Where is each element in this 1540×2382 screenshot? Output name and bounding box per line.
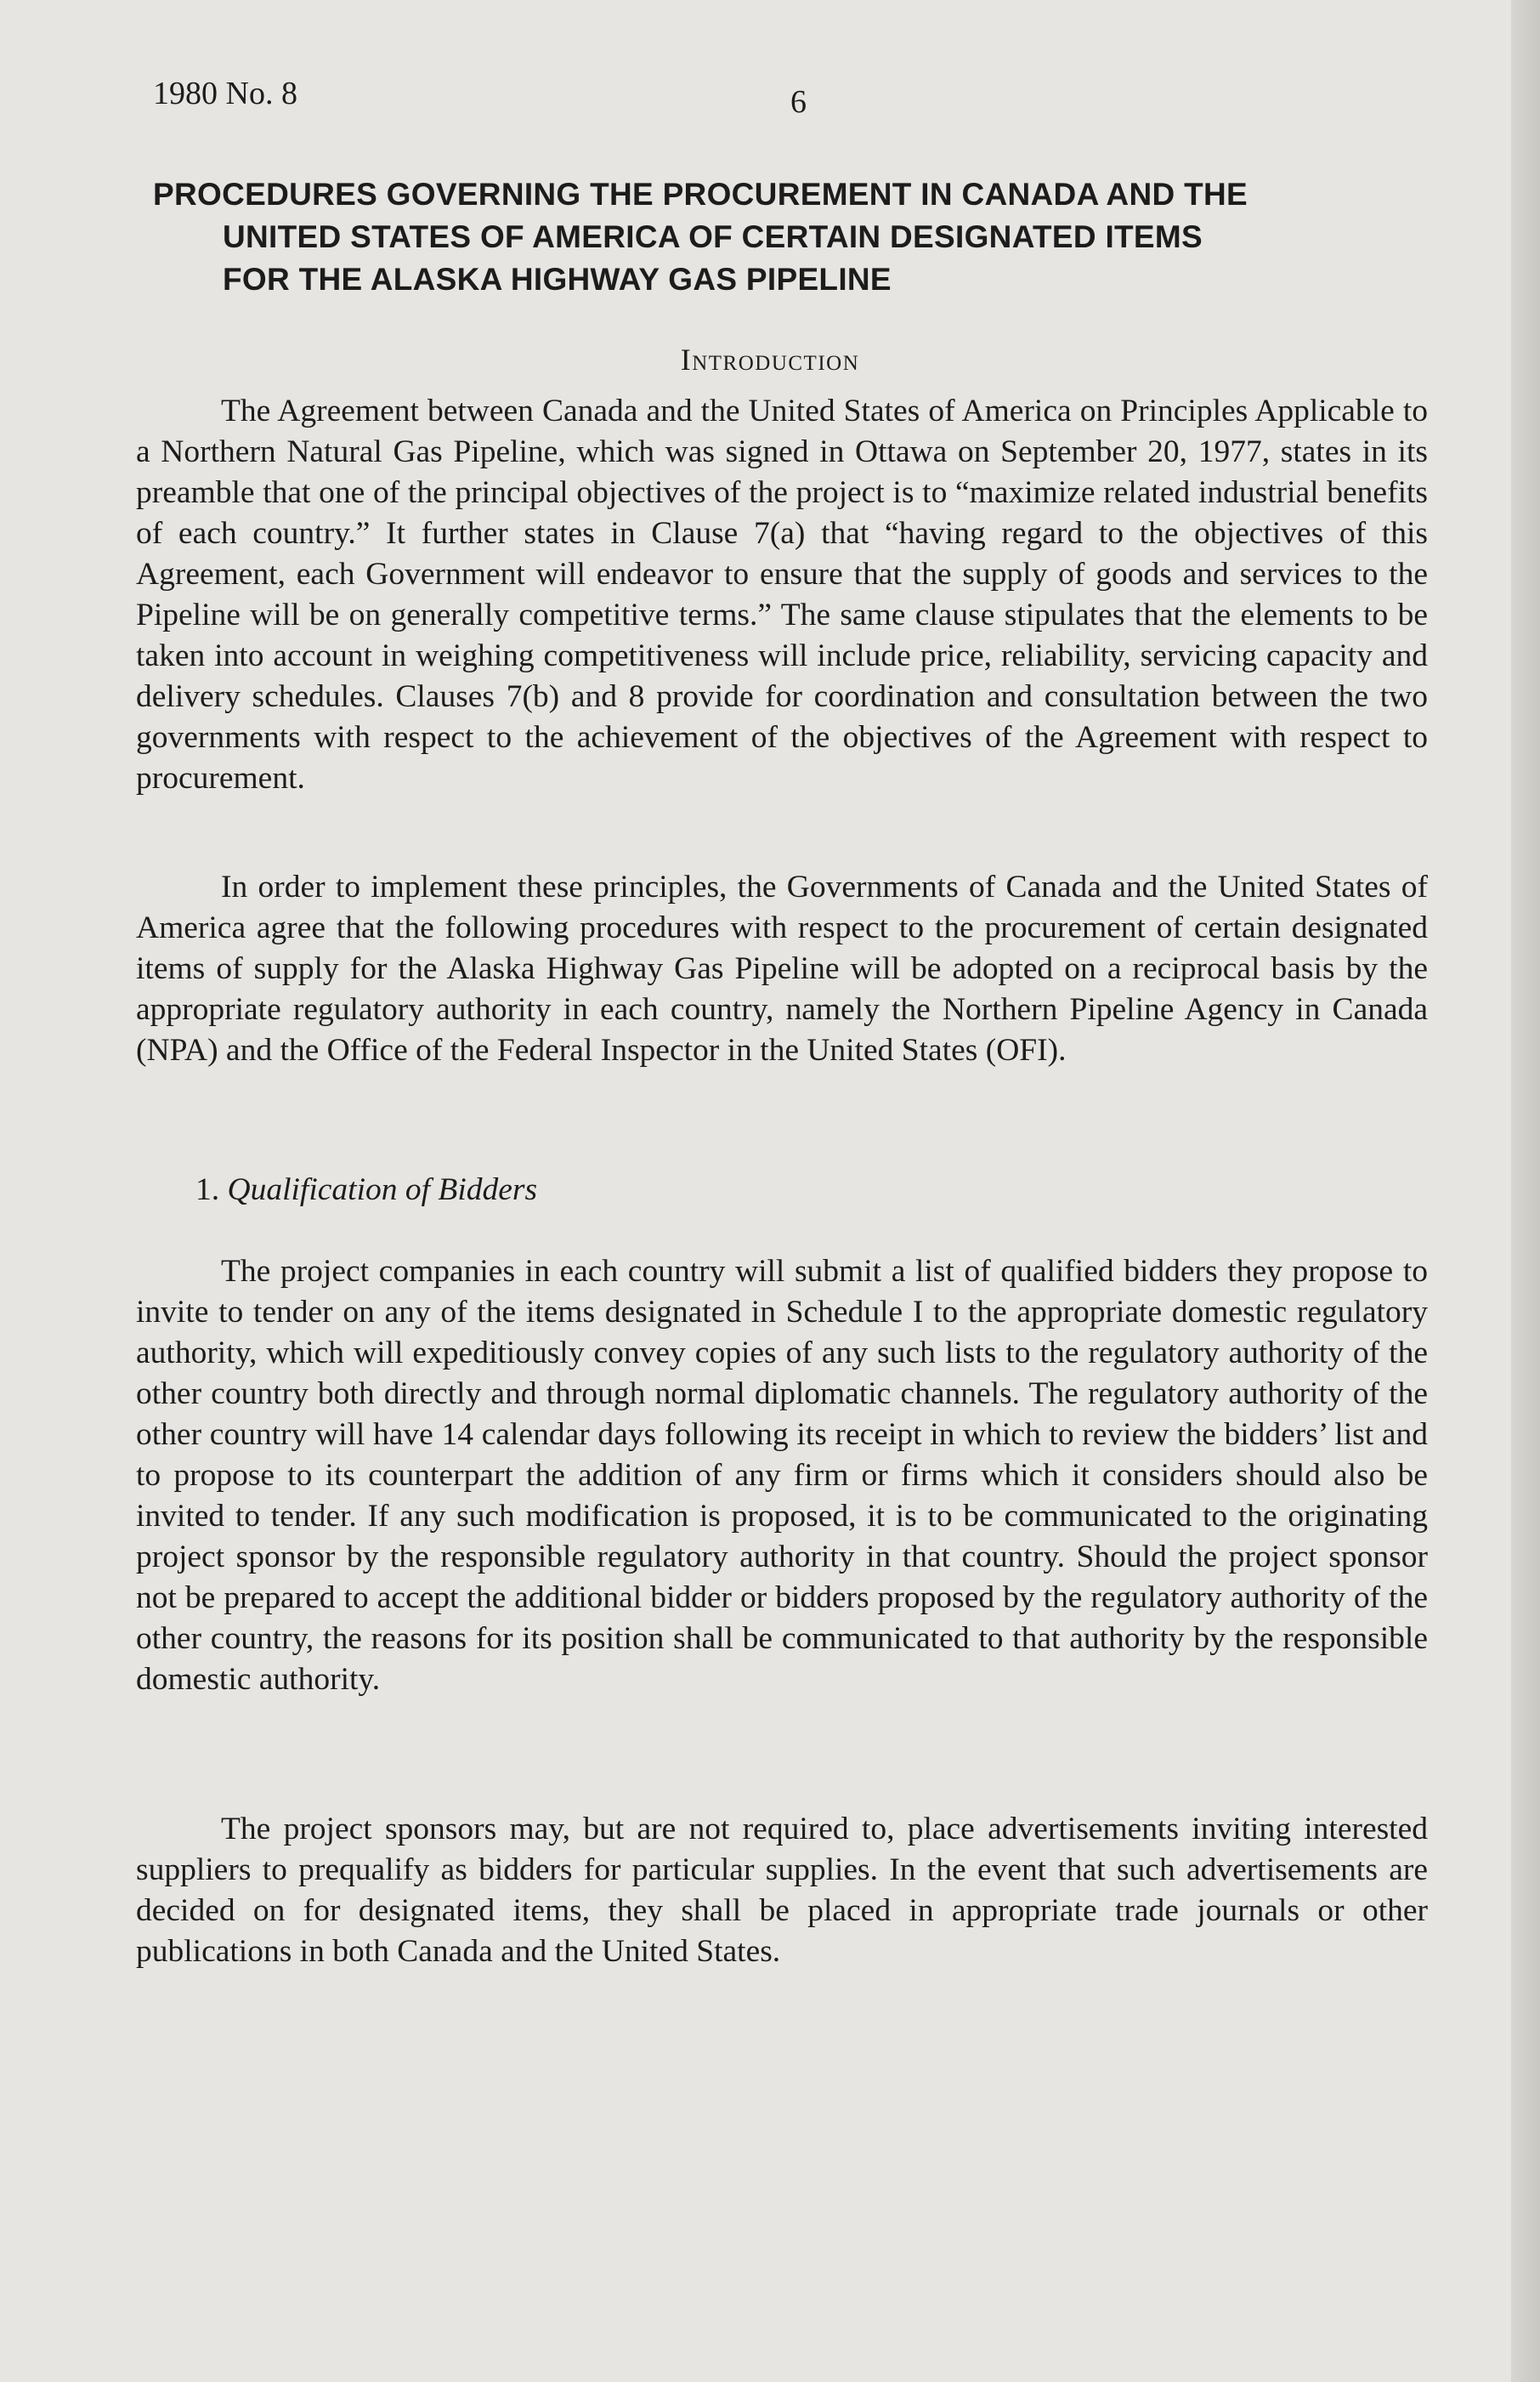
subsection-heading — [195, 1171, 537, 1208]
paragraph-3: The project companies in each country will submit a list of qualified bidders they propose to invite to tender on any of the items designated in Schedule I to the appropriate domestic regulatory authority, which will expeditiously convey copies of any such lists to the regulatory authority of the other country both directly and through normal diplomatic channels. The regulatory authority of the other country will have 14 calendar days following its receipt in which to review the bidders’ list and to propose to its counterpart the addition of any firm or firms which it considers should also be invited to tender. If any such modification is proposed, it is to be communicated to the originating project sponsor by the responsible regulatory authority in that country. Should the project sponsor not be prepared to accept the additional bidder or bidders proposed by the regulatory authority of the other country, the reasons for its position shall be communicated to that authority by the responsible domestic authority. — [136, 1254, 1428, 1697]
running-head: 1980 No. 8 — [153, 76, 297, 111]
paragraph-1: The Agreement between Canada and the United States of America on Principles Applicable to a Northern Natural Gas Pipeline, which was signed in Ottawa on September 20, 1977, states in its preamble that one of the principal objectives of the project is to “maximize related industrial benefits of each country.” It further states in Clause 7(a) that “having regard to the objectives of this Agreement, each Government will endeavor to ensure that the supply of goods and services to the Pipeline will be on generally competitive terms.” The same clause stipulates that the elements to be taken into account in weighing competitiveness will include price, reliability, servicing capacity and delivery schedules. Clauses 7(b) and 8 provide for coordination and consultation between the two governments with respect to the achievement of the objectives of the Agreement with respect to procurement. — [136, 394, 1428, 796]
subsection-title: Qualification of Bidders — [227, 1172, 538, 1207]
paragraph-2: In order to implement these principles, the Governments of Canada and the United States of America agree that the following procedures with respect to the procurement of certain designated items of supply for the Alaska Highway Gas Pipeline will be adopted on a reciprocal basis by the appropriate regulatory authority in each country, namely the Northern Pipeline Agency in Canada (NPA) and the Office of the Federal Inspector in the United States (OFI). — [136, 870, 1428, 1068]
title-line-1: PROCEDURES GOVERNING THE PROCUREMENT IN CANADA AND THE — [153, 177, 1248, 212]
title-line-3: FOR THE ALASKA HIGHWAY GAS PIPELINE — [223, 262, 892, 297]
section-title-introduction: Introduction — [680, 343, 860, 377]
paragraph-4: The project sponsors may, but are not required to, place advertisements inviting interested suppliers to prequalify as bidders for particular supplies. In the event that such advertisements are decided on for designated items, they shall be placed in appropriate trade journals or other publications in both Canada and the United States. — [136, 1812, 1428, 1969]
title-line-2: UNITED STATES OF AMERICA OF CERTAIN DESIGNATED ITEMS — [223, 219, 1203, 254]
document-title — [153, 173, 1453, 301]
page-number: 6 — [790, 84, 807, 120]
subsection-number: 1. — [195, 1172, 220, 1207]
